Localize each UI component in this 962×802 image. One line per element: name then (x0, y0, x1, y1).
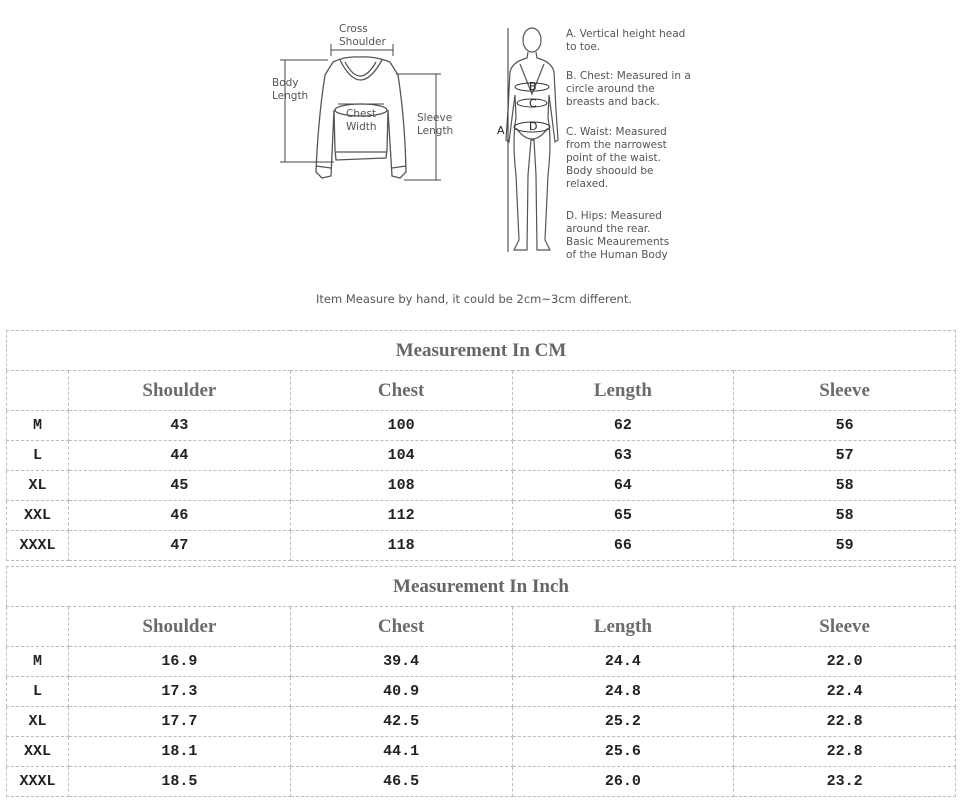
chest-width-label: Chest Width (346, 108, 377, 133)
shoulder-cell: 18.5 (69, 767, 291, 797)
shoulder-cell: 16.9 (69, 647, 291, 677)
length-cell: 25.2 (512, 707, 734, 737)
header-shoulder: Shoulder (69, 607, 291, 647)
shoulder-cell: 43 (69, 411, 291, 441)
length-cell: 65 (512, 501, 734, 531)
size-cell: M (7, 411, 69, 441)
table-row (7, 767, 956, 797)
body-letter-d: D (529, 120, 538, 133)
size-cell: XXXL (7, 531, 69, 561)
length-cell: 24.8 (512, 677, 734, 707)
measurement-table-inch (6, 566, 956, 797)
sleeve-length-label: Sleeve Length (417, 112, 454, 137)
header-length: Length (512, 371, 734, 411)
table-row (7, 411, 956, 441)
table-row (7, 471, 956, 501)
size-cell: XXL (7, 737, 69, 767)
length-cell: 25.6 (512, 737, 734, 767)
chest-cell: 108 (290, 471, 512, 501)
length-cell: 64 (512, 471, 734, 501)
body-letter-a: A (497, 124, 505, 137)
chest-cell: 100 (290, 411, 512, 441)
measurement-table-cm (6, 330, 956, 561)
size-cell: XXL (7, 501, 69, 531)
chest-cell: 39.4 (290, 647, 512, 677)
body-letter-c: C (529, 97, 537, 110)
header-length: Length (512, 607, 734, 647)
body-letter-b: B (529, 80, 537, 93)
length-cell: 24.4 (512, 647, 734, 677)
chest-cell: 46.5 (290, 767, 512, 797)
table-title: Measurement In Inch (7, 567, 956, 607)
note-b: B. Chest: Measured in a circle around the breasts and back. (566, 70, 691, 108)
header-blank (7, 607, 69, 647)
shoulder-cell: 47 (69, 531, 291, 561)
sleeve-cell: 58 (734, 501, 956, 531)
chest-cell: 44.1 (290, 737, 512, 767)
garment-and-body-illustration (0, 0, 962, 290)
shoulder-cell: 18.1 (69, 737, 291, 767)
shoulder-cell: 17.7 (69, 707, 291, 737)
chest-cell: 40.9 (290, 677, 512, 707)
header-sleeve: Sleeve (734, 371, 956, 411)
body-figure-illustration (506, 28, 558, 250)
sleeve-cell: 22.4 (734, 677, 956, 707)
shoulder-cell: 45 (69, 471, 291, 501)
shoulder-cell: 17.3 (69, 677, 291, 707)
cross-shoulder-label: Cross Shoulder (339, 23, 386, 48)
size-diagram (0, 0, 962, 320)
size-cell: XL (7, 471, 69, 501)
length-cell: 63 (512, 441, 734, 471)
table-row (7, 737, 956, 767)
size-cell: XL (7, 707, 69, 737)
chest-cell: 42.5 (290, 707, 512, 737)
size-cell: M (7, 647, 69, 677)
table-title: Measurement In CM (7, 331, 956, 371)
table-row (7, 707, 956, 737)
table-row (7, 677, 956, 707)
shoulder-cell: 46 (69, 501, 291, 531)
sleeve-cell: 59 (734, 531, 956, 561)
size-cell: XXXL (7, 767, 69, 797)
sleeve-cell: 58 (734, 471, 956, 501)
shoulder-cell: 44 (69, 441, 291, 471)
table-row (7, 501, 956, 531)
header-sleeve: Sleeve (734, 607, 956, 647)
chest-cell: 112 (290, 501, 512, 531)
note-d: D. Hips: Measured around the rear. Basic Meaurements of the Human Body (566, 210, 670, 261)
note-a: A. Vertical height head to toe. (566, 28, 686, 53)
size-cell: L (7, 677, 69, 707)
table-row (7, 647, 956, 677)
measure-disclaimer: Item Measure by hand, it could be 2cm~3cm different. (315, 292, 633, 306)
sleeve-cell: 22.8 (734, 737, 956, 767)
sleeve-cell: 56 (734, 411, 956, 441)
chest-cell: 118 (290, 531, 512, 561)
length-cell: 66 (512, 531, 734, 561)
sleeve-cell: 57 (734, 441, 956, 471)
header-chest: Chest (290, 607, 512, 647)
sleeve-cell: 22.0 (734, 647, 956, 677)
length-cell: 26.0 (512, 767, 734, 797)
header-chest: Chest (290, 371, 512, 411)
note-c: C. Waist: Measured from the narrowest point of the waist. Body shoould be relaxed. (566, 126, 667, 190)
chest-cell: 104 (290, 441, 512, 471)
header-blank (7, 371, 69, 411)
table-row (7, 441, 956, 471)
table-row (7, 531, 956, 561)
length-cell: 62 (512, 411, 734, 441)
header-shoulder: Shoulder (69, 371, 291, 411)
body-length-label: Body Length (272, 77, 309, 102)
size-cell: L (7, 441, 69, 471)
sleeve-cell: 23.2 (734, 767, 956, 797)
sleeve-cell: 22.8 (734, 707, 956, 737)
